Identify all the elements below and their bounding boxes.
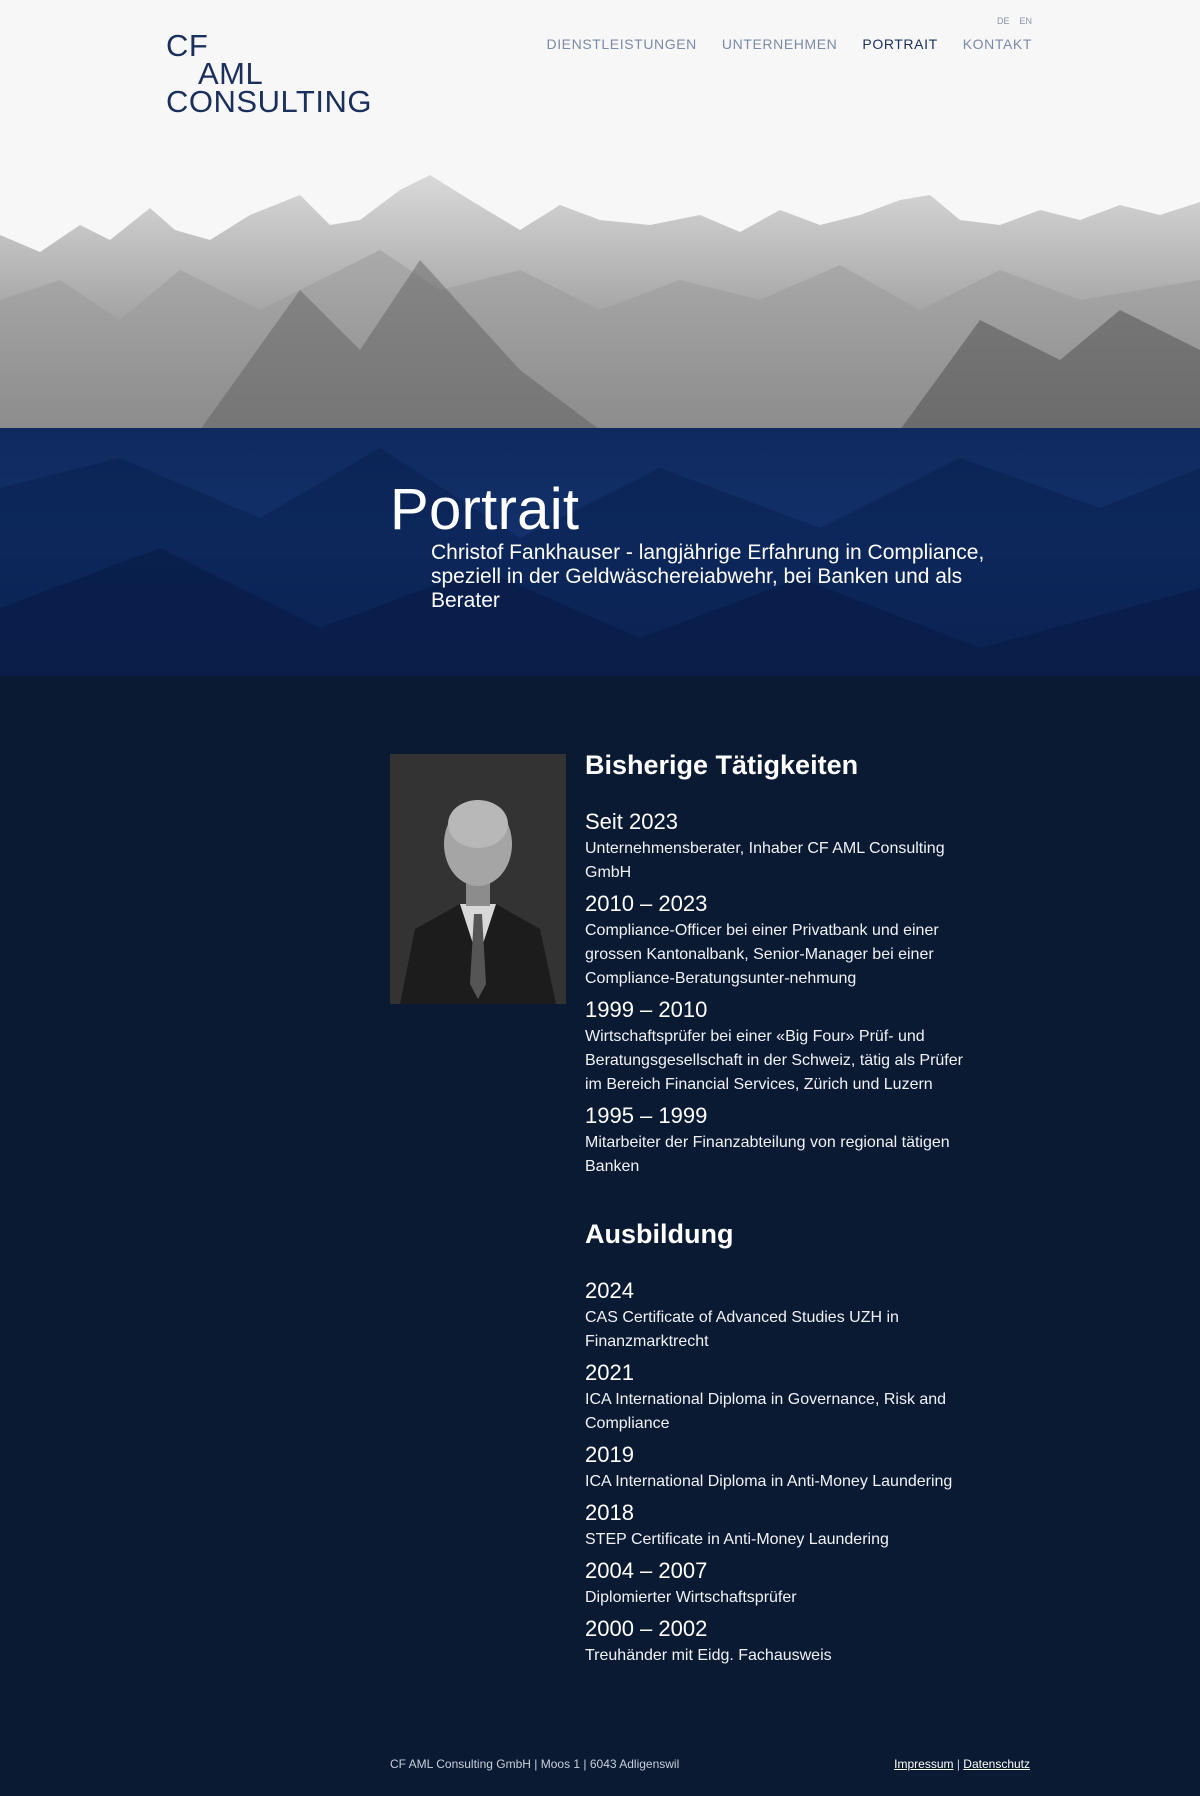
item-text: ICA International Diploma in Governance, Risk and Compliance (585, 1391, 947, 1432)
list-item (585, 889, 965, 991)
logo-line2: AML (198, 56, 264, 91)
experience-title: Bisherige Tätigkeiten (585, 750, 859, 780)
nav-kontakt[interactable]: KONTAKT (962, 36, 1032, 52)
nav-dienstleistungen[interactable]: DIENSTLEISTUNGEN (546, 36, 697, 52)
item-year: 1999 – 2010 (585, 997, 708, 1022)
item-year: 2021 (585, 1360, 634, 1385)
list-item (585, 1614, 965, 1668)
language-switcher (997, 16, 1032, 26)
list-item (585, 807, 965, 885)
item-text: Wirtschaftsprüfer bei einer «Big Four» Prüf- und Beratungsgesellschaft in der Schweiz, tätig als Prüfer im Bereich Financial Services, Zürich und Luzern (585, 1028, 963, 1093)
lang-en[interactable]: EN (1019, 16, 1032, 26)
list-item (585, 1101, 965, 1179)
site-header (0, 0, 1200, 170)
page-title: Portrait (390, 477, 580, 542)
item-text: Treuhänder mit Eidg. Fachausweis (585, 1647, 832, 1664)
hero-mountain-image (0, 170, 1200, 430)
nav-portrait[interactable]: PORTRAIT (862, 36, 938, 52)
item-text: Unternehmensberater, Inhaber CF AML Consulting GmbH (585, 840, 945, 881)
item-year: 1995 – 1999 (585, 1103, 708, 1128)
main-nav (546, 36, 1032, 52)
item-text: STEP Certificate in Anti-Money Laundering (585, 1531, 889, 1548)
item-text: Compliance-Officer bei einer Privatbank und einer grossen Kantonalbank, Senior-Manager bei einer Compliance-Beratungsunter-nehmung (585, 922, 939, 987)
item-year: 2010 – 2023 (585, 891, 708, 916)
item-year: 2000 – 2002 (585, 1616, 708, 1641)
item-text: ICA International Diploma in Anti-Money Laundering (585, 1473, 953, 1490)
logo[interactable] (166, 28, 372, 119)
item-text: Mitarbeiter der Finanzabteilung von regional tätigen Banken (585, 1134, 950, 1175)
logo-line1: CF (166, 28, 209, 63)
list-item (585, 1276, 965, 1354)
logo-line3: CONSULTING (166, 84, 372, 119)
page-subtitle: Christof Fankhauser - langjährige Erfahrung in Compliance, speziell in der Geldwäschereiabwehr, bei Banken und als Berater (431, 541, 985, 612)
item-year: Seit 2023 (585, 809, 678, 834)
item-year: 2018 (585, 1500, 634, 1525)
footer-separator: | (956, 1757, 960, 1771)
item-text: CAS Certificate of Advanced Studies UZH in Finanzmarktrecht (585, 1309, 899, 1350)
experience-list (585, 807, 965, 1179)
education-title: Ausbildung (585, 1219, 734, 1249)
item-text: Diplomierter Wirtschaftsprüfer (585, 1589, 797, 1606)
datenschutz-link[interactable]: Datenschutz (963, 1757, 1030, 1771)
list-item (585, 1440, 965, 1494)
list-item (585, 1358, 965, 1436)
footer-address: CF AML Consulting GmbH | Moos 1 | 6043 Adligenswil (390, 1757, 680, 1771)
portrait-photo (390, 754, 566, 1004)
list-item (585, 995, 965, 1097)
lang-de[interactable]: DE (996, 16, 1010, 26)
list-item (585, 1498, 965, 1552)
cv-content (585, 750, 965, 1672)
impressum-link[interactable]: Impressum (894, 1757, 954, 1771)
list-item (585, 1556, 965, 1610)
education-list (585, 1276, 965, 1668)
nav-unternehmen[interactable]: UNTERNEHMEN (721, 36, 838, 52)
item-year: 2004 – 2007 (585, 1558, 708, 1583)
item-year: 2024 (585, 1278, 634, 1303)
item-year: 2019 (585, 1442, 634, 1467)
footer-links (894, 1757, 1030, 1771)
